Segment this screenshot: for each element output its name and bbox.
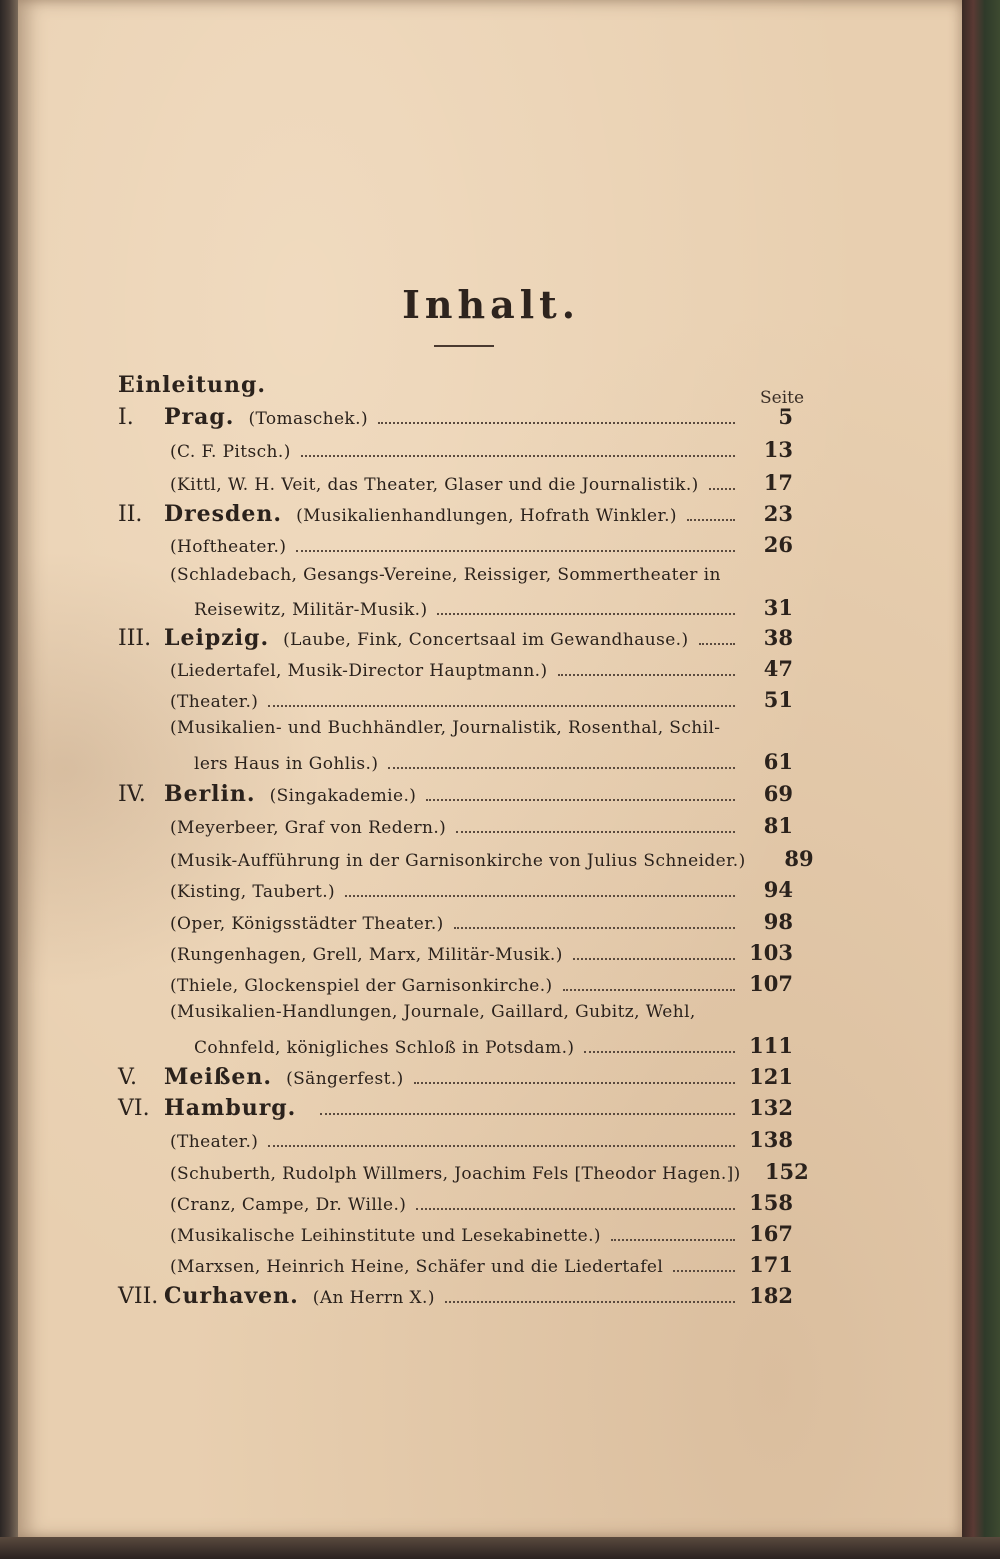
section-number: V. [118,1065,138,1090]
toc-entry [118,372,793,402]
dot-leader [445,1301,735,1303]
toc-entry [118,625,793,655]
toc-entry [170,656,793,686]
section-number: VI. [118,1096,150,1121]
dot-leader [320,1113,735,1115]
toc-entry [170,1127,793,1157]
dot-leader [378,422,735,424]
toc-entry [170,687,793,717]
entry-text: (Musikalische Leihinstitute und Lesekabinette.) [170,1226,601,1246]
entry-text: (Schuberth, Rudolph Willmers, Joachim Fels [Theodor Hagen.]) [170,1164,741,1184]
page-number: 23 [763,501,793,526]
page-number: 61 [763,749,793,774]
page-number: 26 [763,532,793,557]
page-number: 47 [763,656,793,681]
page-number: 111 [749,1033,793,1058]
page-number: 81 [763,813,793,838]
dot-leader [709,488,735,490]
section-title: Dresden. [164,501,283,527]
book-spine [0,0,18,1559]
section-number: IV. [118,782,146,807]
entry-text: (Sängerfest.) [286,1069,404,1089]
entry-text: (Theater.) [170,1132,259,1152]
page-number: 31 [763,595,793,620]
dot-leader [296,550,735,552]
toc-entry [170,1159,809,1189]
page-number: 51 [763,687,793,712]
entry-text: lers Haus in Gohlis.) [194,754,379,774]
page-number: 5 [778,404,793,429]
dot-leader [345,895,735,897]
paper-sheet [18,0,964,1538]
dot-leader [673,1270,735,1272]
entry-text: (Kisting, Taubert.) [170,882,336,902]
section-title: Prag. [164,404,235,430]
entry-text: (Rungenhagen, Grell, Marx, Militär-Musik.) [170,945,563,965]
page-number: 121 [749,1064,793,1089]
toc-entry [170,470,793,500]
section-title: Hamburg. [164,1095,297,1121]
entry-text: (Marxsen, Heinrich Heine, Schäfer und die Liedertafel [170,1257,664,1277]
dot-leader [426,799,735,801]
entry-text: (Theater.) [170,692,259,712]
section-title: Curhaven. [164,1283,299,1309]
page-number: 17 [763,470,793,495]
entry-text: (Musikalien- und Buchhändler, Journalistik, Rosenthal, Schil- [170,718,721,738]
toc-entry [170,971,793,1001]
section-number: II. [118,502,143,527]
entry-text: (Musikalienhandlungen, Hofrath Winkler.) [296,506,677,526]
toc-entry [170,1221,793,1251]
entry-text: (Hoftheater.) [170,537,287,557]
dot-leader [454,927,735,929]
entry-text: (Meyerbeer, Graf von Redern.) [170,818,447,838]
page-number: 13 [763,437,793,462]
dot-leader [573,958,735,960]
dot-leader [416,1208,735,1210]
entry-text: (Kittl, W. H. Veit, das Theater, Glaser und die Journalistik.) [170,475,699,495]
page-number: 103 [749,940,793,965]
toc-entry [170,940,793,970]
book-cover-edge [962,0,1000,1559]
dot-leader [388,767,735,769]
page-number: 182 [749,1283,793,1308]
entry-text: (Laube, Fink, Concertsaal im Gewandhause.) [283,630,689,650]
dot-leader [456,831,735,833]
dot-leader [699,643,736,645]
table-of-contents [18,0,964,1538]
toc-entry [170,1252,793,1282]
section-number: III. [118,626,152,651]
toc-entry [170,532,793,562]
dot-leader [687,519,735,521]
toc-entry [170,565,793,595]
entry-text: (Cranz, Campe, Dr. Wille.) [170,1195,407,1215]
dot-leader [268,705,735,707]
page-number: 38 [763,625,793,650]
toc-entry [170,437,793,467]
page-title: Inhalt. [402,282,580,327]
toc-entry [170,877,793,907]
toc-entry [118,781,793,811]
dot-leader [414,1082,735,1084]
toc-entry [170,718,793,748]
toc-entry [118,501,793,531]
entry-text: (Musik-Aufführung in der Garnisonkirche von Julius Schneider.) [170,851,746,871]
toc-entry [194,595,793,625]
entry-text: Cohnfeld, königliches Schloß in Potsdam.) [194,1038,575,1058]
toc-entry [170,1002,793,1032]
toc-entry [118,1283,793,1313]
page-number: 171 [749,1252,793,1277]
dot-leader [563,989,735,991]
entry-text: (Tomaschek.) [248,409,368,429]
section-title: Meißen. [164,1064,273,1090]
toc-entry [170,813,793,843]
toc-entry [170,846,814,876]
page-number: 107 [749,971,793,996]
page-number: 152 [764,1159,809,1184]
toc-entry [118,404,793,434]
section-title: Leipzig. [164,625,270,651]
dot-leader [584,1051,735,1053]
toc-entry [118,1064,793,1094]
section-number: VII. [118,1284,159,1309]
dot-leader [301,455,735,457]
dot-leader [611,1239,735,1241]
page-number: 138 [749,1127,793,1152]
page-number: 98 [763,909,793,934]
dot-leader [268,1145,735,1147]
entry-text: (Musikalien-Handlungen, Journale, Gaillard, Gubitz, Wehl, [170,1002,696,1022]
section-number: I. [118,405,134,430]
page-number: 94 [763,877,793,902]
page-number: 158 [749,1190,793,1215]
page-number: 132 [749,1095,793,1120]
toc-entry [118,1095,793,1125]
toc-entry [194,1033,793,1063]
page-number: 167 [749,1221,793,1246]
entry-text: (Schladebach, Gesangs-Vereine, Reissiger, Sommertheater in [170,565,721,585]
entry-text: (Liedertafel, Musik-Director Hauptmann.) [170,661,548,681]
section-title: Berlin. [164,781,256,807]
entry-text: (Oper, Königsstädter Theater.) [170,914,444,934]
toc-entry [194,749,793,779]
section-title: Einleitung. [118,372,267,398]
page-number: 89 [784,846,814,871]
page-number: 69 [763,781,793,806]
dot-leader [437,613,735,615]
entry-text: (Thiele, Glockenspiel der Garnisonkirche.) [170,976,553,996]
dot-leader [558,674,736,676]
entry-text: (C. F. Pitsch.) [170,442,291,462]
toc-entry [170,1190,793,1220]
entry-text: (Singakademie.) [269,786,417,806]
book-bottom-edge [0,1537,1000,1559]
entry-text: Reisewitz, Militär-Musik.) [194,600,428,620]
toc-entry [170,909,793,939]
entry-text: (An Herrn X.) [312,1288,435,1308]
page-column-label: Seite [760,388,805,408]
